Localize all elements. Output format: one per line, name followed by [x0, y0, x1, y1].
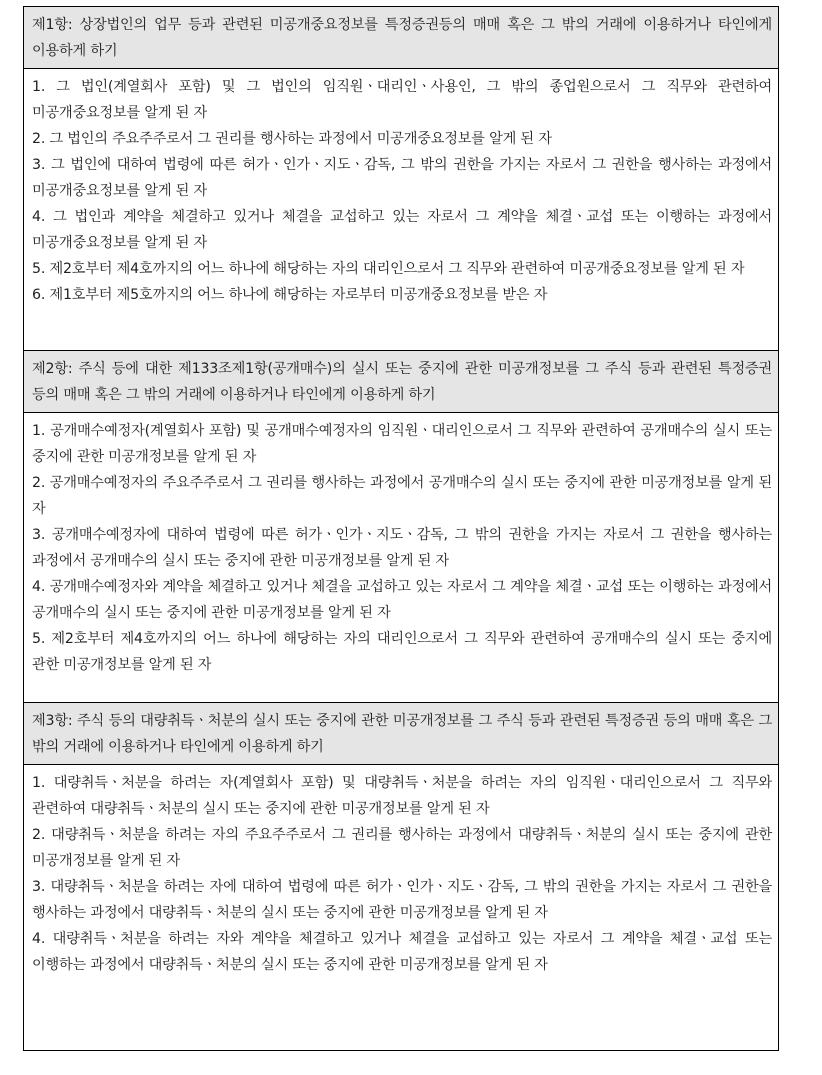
- section-3-body-row: [24, 765, 779, 1051]
- section-2-body-row: [24, 413, 779, 703]
- list-item: 4. 공개매수예정자와 계약을 체결하고 있거나 체결을 교섭하고 있는 자로서 그 계약을 체결ㆍ교섭 또는 이행하는 과정에서 공개매수의 실시 또는 중지에 관한 미공개정보를 알게 된 자: [32, 579, 772, 621]
- section-1-body: [24, 69, 779, 351]
- section-3-header: 제3항: 주식 등의 대량취득ㆍ처분의 실시 또는 중지에 관한 미공개정보를 그 주식 등과 관련된 특정증권 등의 매매 혹은 그 밖의 거래에 이용하거나 타인에게 이용하게 하기: [24, 703, 779, 765]
- list-item: 3. 그 법인에 대하여 법령에 따른 허가ㆍ인가ㆍ지도ㆍ감독, 그 밖의 권한을 가지는 자로서 그 권한을 행사하는 과정에서 미공개중요정보를 알게 된 자: [32, 157, 772, 199]
- section-2-body: [24, 413, 779, 703]
- list-item: 5. 제2호부터 제4호까지의 어느 하나에 해당하는 자의 대리인으로서 그 직무와 관련하여 미공개중요정보를 알게 된 자: [32, 261, 745, 277]
- section-1-header-row: [24, 7, 779, 69]
- list-item: 1. 공개매수예정자(계열회사 포함) 및 공개매수예정자의 임직원ㆍ대리인으로서 그 직무와 관련하여 공개매수의 실시 또는 중지에 관한 미공개정보를 알게 된 자: [32, 423, 772, 465]
- section-2-header: 제2항: 주식 등에 대한 제133조제1항(공개매수)의 실시 또는 중지에 관한 미공개정보를 그 주식 등과 관련된 특정증권 등의 매매 혹은 그 밖의 거래에 이용하거나 타인에게 이용하게 하기: [24, 351, 779, 413]
- section-3-header-row: [24, 703, 779, 765]
- list-item: 1. 그 법인(계열회사 포함) 및 그 법인의 임직원ㆍ대리인ㆍ사용인, 그 밖의 종업원으로서 그 직무와 관련하여 미공개중요정보를 알게 된 자: [32, 79, 772, 121]
- list-item: 4. 대량취득ㆍ처분을 하려는 자와 계약을 체결하고 있거나 체결을 교섭하고 있는 자로서 그 계약을 체결ㆍ교섭 또는 이행하는 과정에서 대량취득ㆍ처분의 실시 또는 중지에 관한 미공개정보를 알게 된 자: [32, 931, 772, 973]
- section-2-header-row: [24, 351, 779, 413]
- list-item: 3. 공개매수예정자에 대하여 법령에 따른 허가ㆍ인가ㆍ지도ㆍ감독, 그 밖의 권한을 가지는 자로서 그 권한을 행사하는 과정에서 공개매수의 실시 또는 중지에 관한 미공개정보를 알게 된 자: [32, 527, 772, 569]
- section-1-body-row: [24, 69, 779, 351]
- list-item: 2. 대량취득ㆍ처분을 하려는 자의 주요주주로서 그 권리를 행사하는 과정에서 대량취득ㆍ처분의 실시 또는 중지에 관한 미공개정보를 알게 된 자: [32, 827, 772, 869]
- list-item: 3. 대량취득ㆍ처분을 하려는 자에 대하여 법령에 따른 허가ㆍ인가ㆍ지도ㆍ감독, 그 밖의 권한을 가지는 자로서 그 권한을 행사하는 과정에서 대량취득ㆍ처분의 실시 또는 중지에 관한 미공개정보를 알게 된 자: [32, 879, 772, 921]
- list-item: 2. 공개매수예정자의 주요주주로서 그 권리를 행사하는 과정에서 공개매수의 실시 또는 중지에 관한 미공개정보를 알게 된 자: [32, 475, 772, 517]
- list-item: 5. 제2호부터 제4호까지의 어느 하나에 해당하는 자의 대리인으로서 그 직무와 관련하여 공개매수의 실시 또는 중지에 관한 미공개정보를 알게 된 자: [32, 631, 772, 673]
- list-item: 4. 그 법인과 계약을 체결하고 있거나 체결을 교섭하고 있는 자로서 그 계약을 체결ㆍ교섭 또는 이행하는 과정에서 미공개중요정보를 알게 된 자: [32, 209, 772, 251]
- section-1-header: 제1항: 상장법인의 업무 등과 관련된 미공개중요정보를 특정증권등의 매매 혹은 그 밖의 거래에 이용하거나 타인에게 이용하게 하기: [24, 7, 779, 69]
- list-item: 1. 대량취득ㆍ처분을 하려는 자(계열회사 포함) 및 대량취득ㆍ처분을 하려는 자의 임직원ㆍ대리인으로서 그 직무와 관련하여 대량취득ㆍ처분의 실시 또는 중지에 관한 미공개정보를 알게 된 자: [32, 775, 772, 817]
- list-item: 6. 제1호부터 제5호까지의 어느 하나에 해당하는 자로부터 미공개중요정보를 받은 자: [32, 287, 548, 303]
- list-item: 2. 그 법인의 주요주주로서 그 권리를 행사하는 과정에서 미공개중요정보를 알게 된 자: [32, 131, 552, 147]
- insider-trading-provisions-table: [23, 6, 779, 1051]
- section-3-body: [24, 765, 779, 1051]
